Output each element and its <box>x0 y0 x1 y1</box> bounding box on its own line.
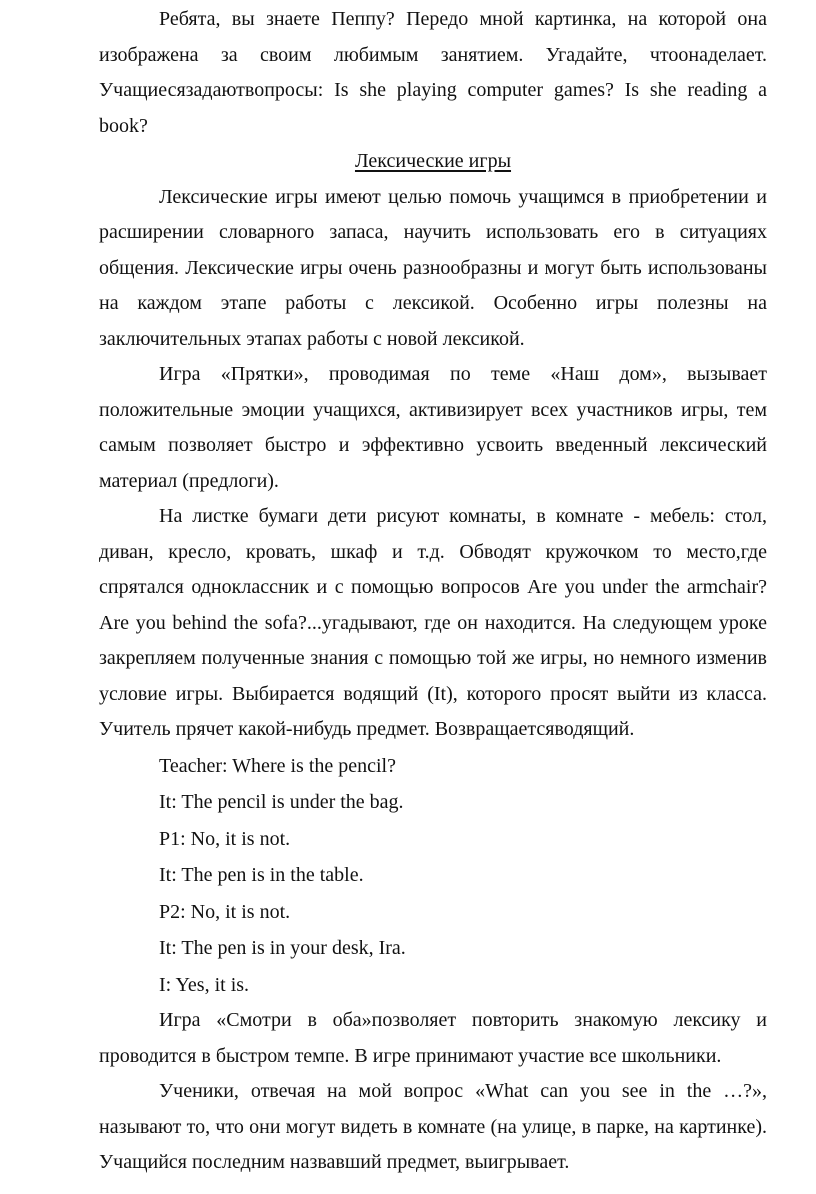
dialog-line: It: The pencil is under the bag. <box>159 791 404 813</box>
dialog-line: Teacher: Where is the pencil? <box>159 754 396 777</box>
dialog-line: I: Yes, it is. <box>159 973 250 996</box>
dialog-line: It: The pen is in the table. <box>159 864 364 886</box>
paragraph-students: Ученики, отвечая на мой вопрос «What can you see in the …?», называют то, что они могут видеть в комнате (на улице, в парке, на картинке). Учащийся последним назвавший предмет, выигрывает. <box>99 1080 767 1173</box>
document-page <box>99 0 767 1181</box>
dialog-block <box>99 748 767 1004</box>
section-heading: Лексические игры <box>354 150 512 172</box>
dialog-line: It: The pen is in your desk, Ira. <box>159 937 406 959</box>
paragraph-look-game: Игра «Смотри в оба»позволяет повторить знакомую лексику и проводится в быстром темпе. В игре принимают участие все школьники. <box>99 1009 767 1067</box>
dialog-line: P1: No, it is not. <box>159 827 291 850</box>
paragraph-paper-game: На листке бумаги дети рисуют комнаты, в комнате - мебель: стол, диван, кресло, кровать, шкаф и т.д. Обводят кружочком то место,где спрятался одноклассник и с помощью вопросов Are you under the armchair? Are you behind the sofa?...угадывают, где он находится. На следующем уроке закрепляем полученные знания с помощью той же игры, но немного изменив условие игры. Выбирается водящий (It), которого просят выйти из класса. Учитель прячет какой-нибудь предмет. Возвращаетсяводящий. <box>99 505 767 740</box>
paragraph-lexical-games: Лексические игры имеют целью помочь учащимся в приобретении и расширении словарного запаса, научить использовать его в ситуациях общения. Лексические игры очень разнообразны и могут быть использованы на каждом этапе работы с лексикой. Особенно игры полезны на заключительных этапах работы с новой лексикой. <box>99 185 767 350</box>
paragraph-intro: Ребята, вы знаете Пеппу? Передо мной картинка, на которой она изображена за своим любимым занятием. Угадайте, чтоонаделает. Учащиесязадаютвопросы: Is she playing computer games? Is she reading a book? <box>99 8 767 137</box>
dialog-line: P2: No, it is not. <box>159 900 291 923</box>
paragraph-hide-and-seek: Игра «Прятки», проводимая по теме «Наш дом», вызывает положительные эмоции учащихся, активизирует всех участников игры, тем самым позволяет быстро и эффективно усвоить введенный лексический материал (предлоги). <box>99 363 767 492</box>
